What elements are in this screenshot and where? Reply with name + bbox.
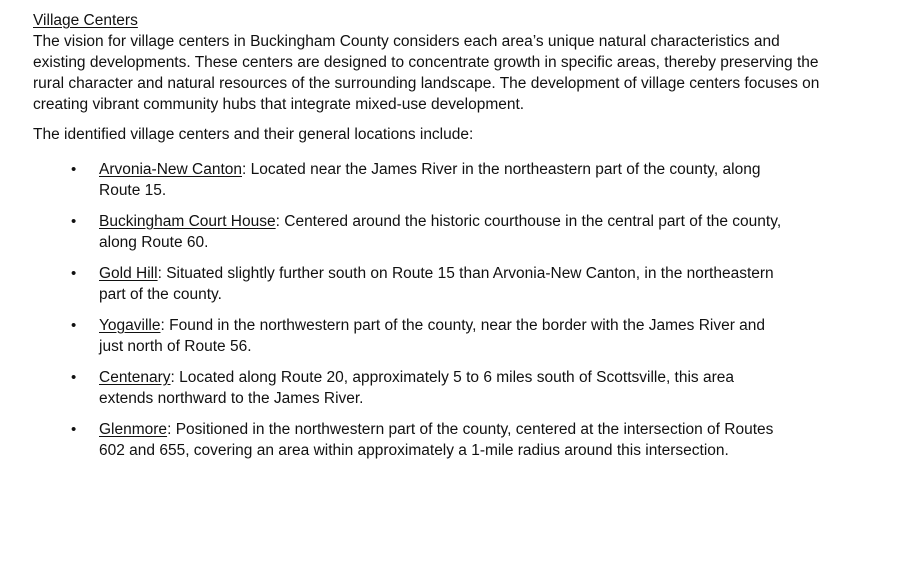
center-name: Centenary: [99, 369, 171, 386]
center-separator: :: [275, 213, 285, 230]
center-separator: :: [157, 265, 167, 282]
bullet-icon: •: [71, 421, 77, 438]
center-name: Yogaville: [99, 317, 161, 334]
list-item: [33, 315, 789, 357]
center-separator: :: [160, 317, 170, 334]
list-item: [33, 419, 789, 461]
center-description: Centered around the historic courthouse in the central part of the county, along Route 60.: [99, 213, 782, 251]
section-body: The vision for village centers in Buckingham County considers each area’s unique natural characteristics and existing developments. These centers are designed to concentrate growth in specific areas, thereby preserving the rural character and natural resources of the surrounding landscape. The development of village centers focuses on creating vibrant community hubs that integrate mixed-use development.: [33, 33, 820, 113]
bullet-icon: •: [71, 161, 77, 178]
center-name: Glenmore: [99, 421, 168, 438]
center-description: Positioned in the northwestern part of the county, centered at the intersection of Routes 602 and 655, covering an area within approximately a 1-mile radius around this intersection.: [99, 421, 774, 459]
bullet-icon: •: [71, 369, 77, 386]
center-separator: :: [170, 369, 180, 386]
center-name: Buckingham Court House: [99, 213, 276, 230]
center-name: Arvonia-New Canton: [99, 161, 243, 178]
bullet-icon: •: [71, 213, 77, 230]
list-item: [33, 263, 789, 305]
bullet-icon: •: [71, 265, 77, 282]
bullet-icon: •: [71, 317, 77, 334]
centers-intro: The identified village centers and their general locations include:: [33, 126, 474, 143]
center-separator: :: [242, 161, 251, 178]
center-description: Located along Route 20, approximately 5 to 6 miles south of Scottsville, this area extends northward to the James River.: [99, 369, 735, 407]
center-description: Situated slightly further south on Route 15 than Arvonia-New Canton, in the northeastern part of the county.: [99, 265, 774, 303]
center-separator: :: [167, 421, 176, 438]
list-item: [33, 159, 789, 201]
list-item: [33, 211, 789, 253]
list-item: [33, 367, 789, 409]
section-heading: Village Centers: [33, 12, 138, 29]
center-description: Located near the James River in the northeastern part of the county, along Route 15.: [99, 161, 761, 199]
village-centers-list: [33, 159, 878, 461]
center-name: Gold Hill: [99, 265, 158, 282]
center-description: Found in the northwestern part of the county, near the border with the James River and just north of Route 56.: [99, 317, 766, 355]
